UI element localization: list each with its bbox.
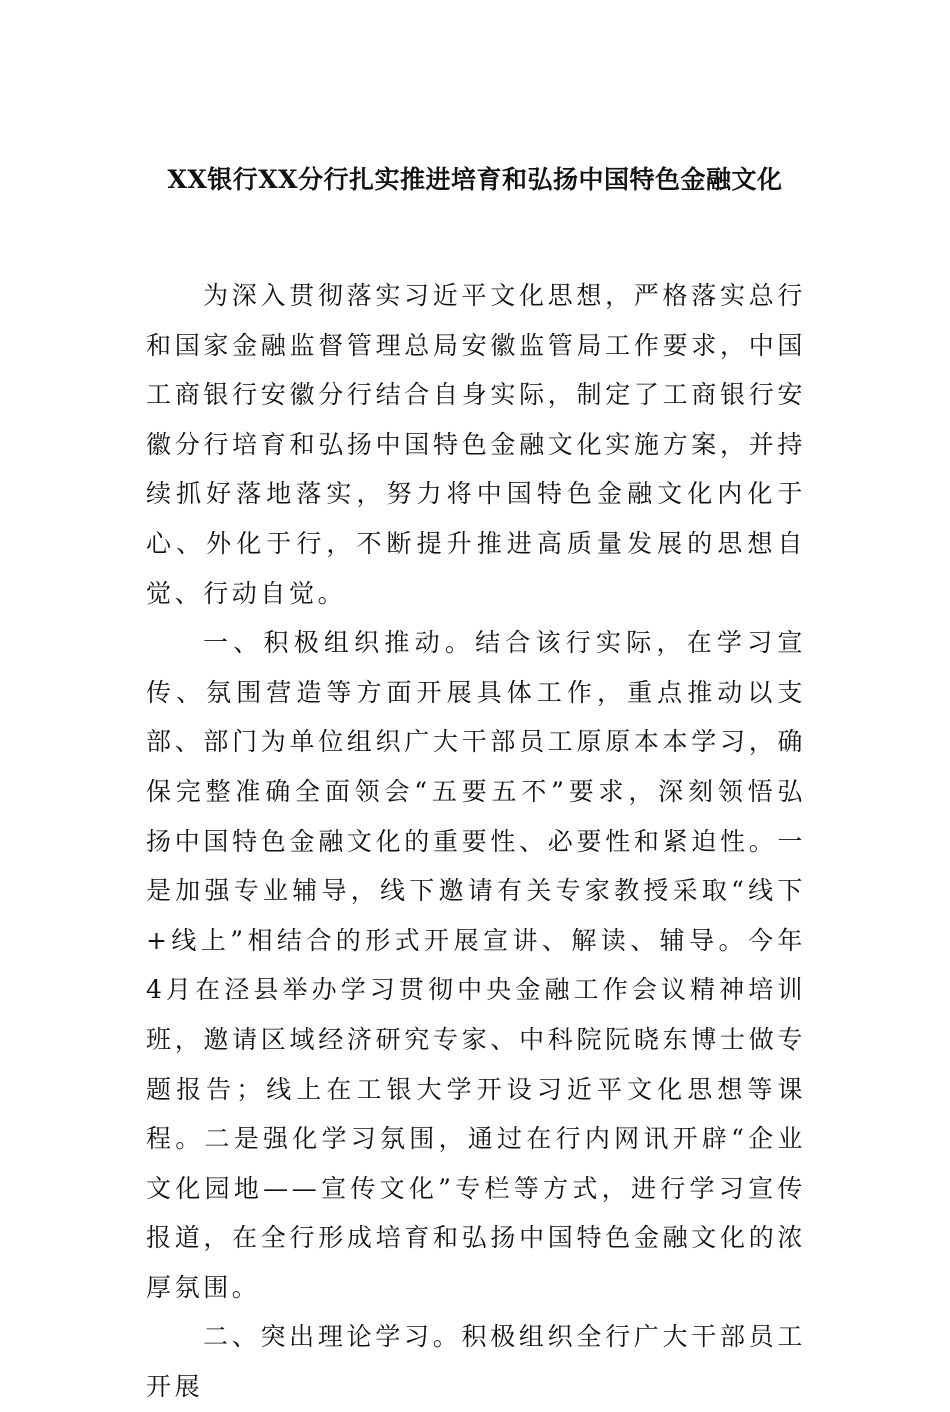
paragraph-intro: 为深入贯彻落实习近平文化思想，严格落实总行和国家金融监督管理总局安徽监管局工作要求，中国工商银行安徽分行结合自身实际，制定了工商银行安徽分行培育和弘扬中国特色金融文化实施方案，并持续抓好落地落实，努力将中国特色金融文化内化于心、外化于行，不断提升推进高质量发展的思想自觉、行动自觉。: [146, 281, 806, 608]
paragraph-section-1: 一、积极组织推动。结合该行实际，在学习宣传、氛围营造等方面开展具体工作，重点推动以支部、部门为单位组织广大干部员工原原本本学习，确保完整准确全面领会“五要五不”要求，深刻领悟弘扬中国特色金融文化的重要性、必要性和紧迫性。一是加强专业辅导，线下邀请有关专家教授采取“线下+线上”相结合的形式开展宣讲、解读、辅导。今年4月在泾县举办学习贯彻中央金融工作会议精神培训班，邀请区域经济研究专家、中科院阮晓东博士做专题报告；线上在工银大学开设习近平文化思想等课程。二是强化学习氛围，通过在行内网讯开辟“企业文化园地——宣传文化”专栏等方式，进行学习宣传报道，在全行形成培育和弘扬中国特色金融文化的浓厚氛围。: [146, 628, 806, 1302]
paragraph-section-2: 二、突出理论学习。积极组织全行广大干部员工开展: [146, 1322, 806, 1402]
document-body: [146, 271, 806, 1412]
document-title: XX银行XX分行扎实推进培育和弘扬中国特色金融文化: [167, 165, 783, 194]
